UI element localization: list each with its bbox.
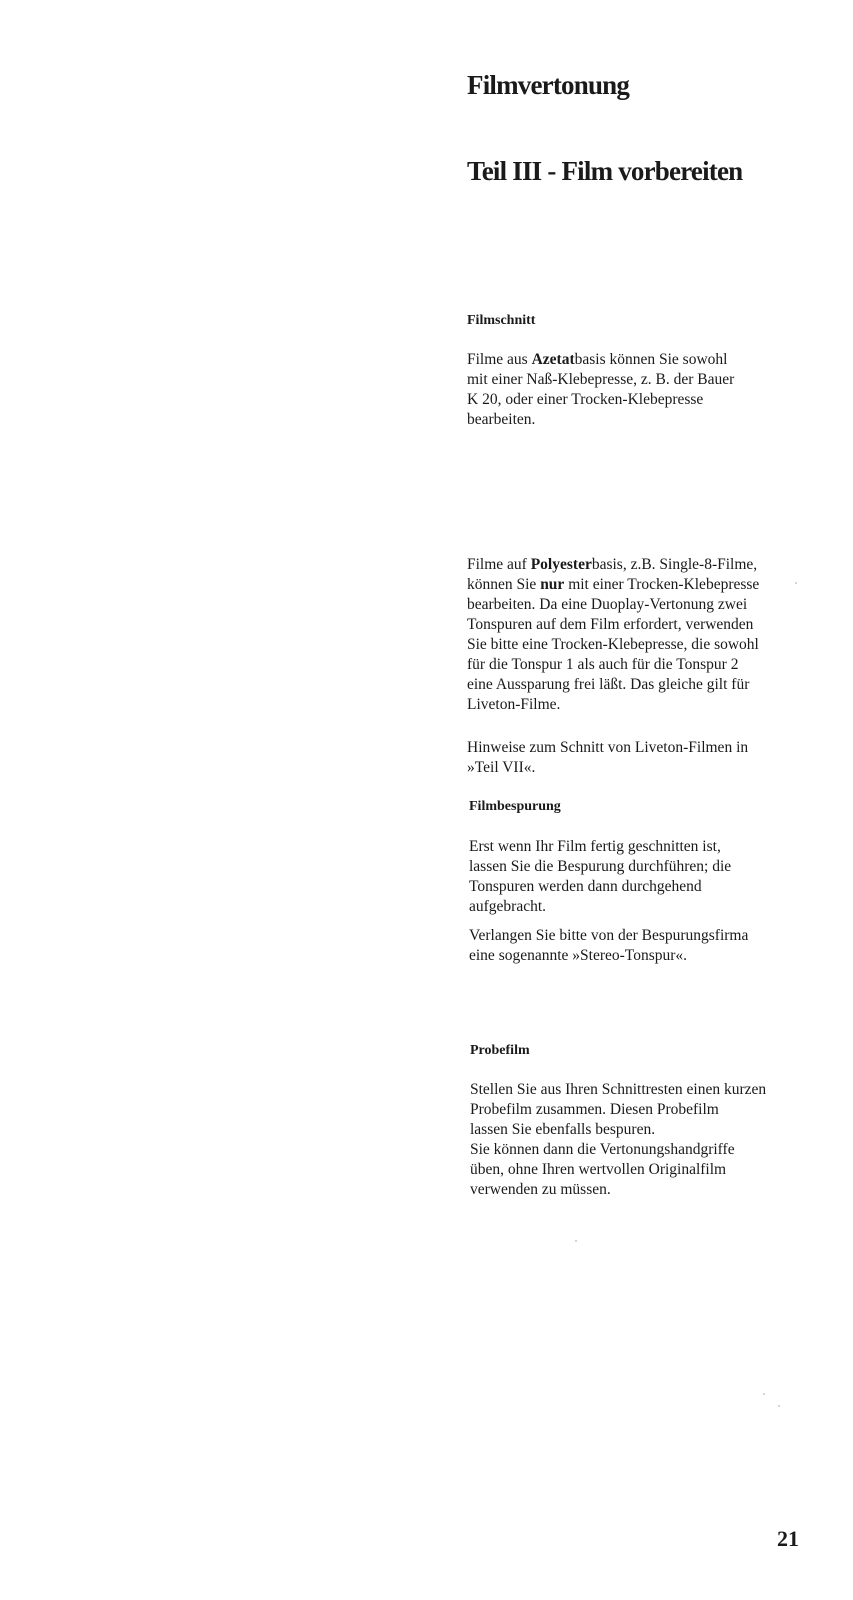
scan-speck xyxy=(778,1405,780,1407)
text-line: K 20, oder einer Trocken-Klebepresse xyxy=(467,391,704,408)
page-title: Filmvertonung xyxy=(467,70,630,100)
text-line: Erst wenn Ihr Film fertig geschnitten ist, xyxy=(469,838,721,855)
section-heading-probefilm: Probefilm xyxy=(470,1043,530,1058)
text-line: Hinweise zum Schnitt von Liveton-Filmen in xyxy=(467,739,749,756)
text-line: »Teil VII«. xyxy=(467,759,536,776)
paragraph-polyester xyxy=(467,555,759,715)
section-heading-filmschnitt: Filmschnitt xyxy=(467,313,536,328)
text-line: Sie bitte eine Trocken-Klebepresse, die sowohl xyxy=(467,636,759,653)
text-line: Verlangen Sie bitte von der Bespurungsfirma xyxy=(469,927,749,944)
text-line: Probefilm zusammen. Diesen Probefilm xyxy=(470,1101,719,1118)
text-line: bearbeiten. Da eine Duoplay-Vertonung zwei xyxy=(467,596,748,613)
text-line: eine sogenannte »Stereo-Tonspur«. xyxy=(469,947,688,964)
paragraph-probefilm xyxy=(470,1080,766,1200)
paragraph-azetat xyxy=(467,350,734,430)
paragraph-liveton-hint xyxy=(467,738,748,778)
text-line: können Sie nur mit einer Trocken-Klebepresse xyxy=(467,576,760,593)
text-line: Filme auf Polyesterbasis, z.B. Single-8-Filme, xyxy=(467,556,758,573)
text-line: lassen Sie die Bespurung durchführen; die xyxy=(469,858,732,875)
section-heading-filmbespurung: Filmbespurung xyxy=(469,799,561,814)
text-line: Sie können dann die Vertonungshandgriffe xyxy=(470,1141,735,1158)
text-line: Tonspuren auf dem Film erfordert, verwenden xyxy=(467,616,754,633)
scan-speck xyxy=(795,582,797,584)
text-line: mit einer Naß-Klebepresse, z. B. der Bauer xyxy=(467,371,735,388)
text-line: für die Tonspur 1 als auch für die Tonspur 2 xyxy=(467,656,739,673)
text-line: Filme aus Azetatbasis können Sie sowohl xyxy=(467,351,728,368)
text-line: verwenden zu müssen. xyxy=(470,1181,611,1198)
page-subtitle: Teil III - Film vorbereiten xyxy=(467,156,743,186)
scan-speck xyxy=(763,1393,765,1395)
scan-speck xyxy=(575,1240,577,1242)
text-line: üben, ohne Ihren wertvollen Originalfilm xyxy=(470,1161,727,1178)
text-line: eine Aussparung frei läßt. Das gleiche gilt für xyxy=(467,676,750,693)
text-line: Tonspuren werden dann durchgehend xyxy=(469,878,702,895)
paragraph-bespurung xyxy=(469,837,731,917)
text-line: bearbeiten. xyxy=(467,411,536,428)
text-line: Liveton-Filme. xyxy=(467,696,561,713)
text-line: lassen Sie ebenfalls bespuren. xyxy=(470,1121,656,1138)
paragraph-stereo-tonspur xyxy=(469,926,748,966)
text-line: aufgebracht. xyxy=(469,898,547,915)
text-line: Stellen Sie aus Ihren Schnittresten einen kurzen xyxy=(470,1081,767,1098)
page-number: 21 xyxy=(777,1526,799,1551)
